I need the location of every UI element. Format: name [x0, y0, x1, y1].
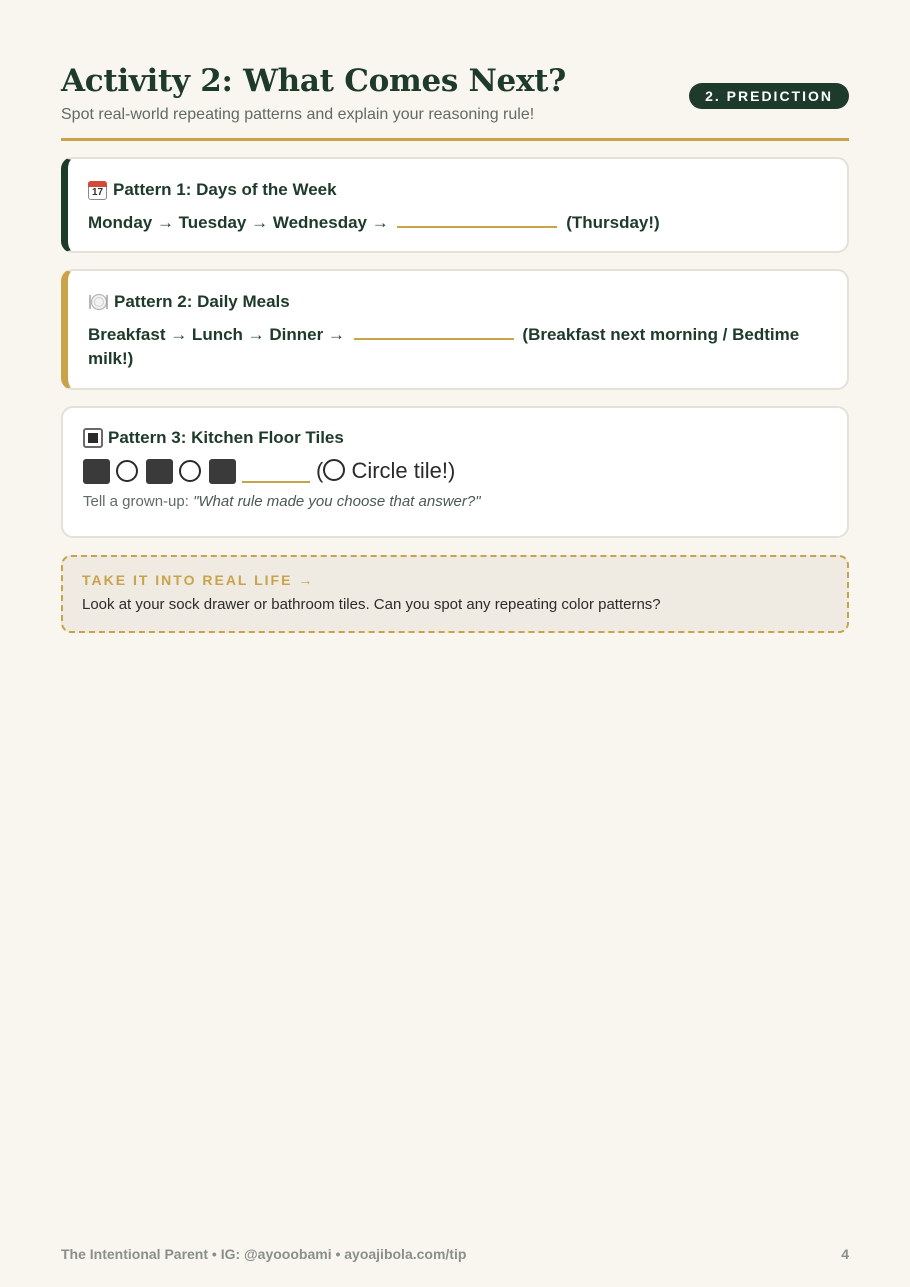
pattern-1-sequence: Monday → Tuesday → Wednesday →	[88, 213, 389, 232]
pattern-2-sequence-row	[88, 320, 827, 371]
prompt-question: "What rule made you choose that answer?"	[193, 493, 481, 510]
callout-body: Look at your sock drawer or bathroom tiles. Can you spot any repeating color patterns?	[82, 596, 661, 613]
pattern-1-answer: (Thursday!)	[566, 213, 660, 232]
real-life-callout	[61, 555, 849, 633]
circle-tile-icon	[323, 459, 345, 481]
pattern-3-tile-sequence	[83, 456, 827, 486]
pattern-card-tiles	[61, 406, 849, 538]
pattern-3-answer: ( Circle tile!)	[316, 458, 456, 483]
pattern-1-title-row	[88, 179, 827, 201]
square-tile-icon	[209, 459, 236, 484]
pattern-1-title: Pattern 1: Days of the Week	[113, 180, 337, 199]
pattern-2-answer: (Breakfast next morning / Bedtime milk!)	[88, 325, 800, 368]
section-badge: 2. PREDICTION	[689, 83, 849, 109]
callout-heading: TAKE IT INTO REAL LIFE →	[82, 572, 315, 588]
worksheet-page	[61, 0, 849, 613]
plate-icon	[88, 292, 108, 312]
calendar-icon: 17	[88, 181, 107, 200]
page-header	[61, 0, 849, 141]
footer-credits: The Intentional Parent • IG: @ayooobami • ayoajibola.com/tip	[61, 1246, 467, 1262]
circle-tile-icon	[116, 460, 138, 482]
pattern-3-answer-blank[interactable]	[242, 459, 310, 483]
prompt-label: Tell a grown-up:	[83, 493, 189, 510]
pattern-2-title-row	[88, 291, 827, 313]
pattern-1-answer-blank[interactable]	[397, 208, 557, 228]
pattern-3-title-row	[83, 427, 827, 449]
header-divider	[61, 138, 849, 141]
pattern-2-answer-blank[interactable]	[354, 320, 514, 340]
pattern-2-title: Pattern 2: Daily Meals	[114, 292, 290, 311]
page-title: Activity 2: What Comes Next?	[61, 63, 567, 99]
page-footer	[61, 1246, 849, 1262]
pattern-2-sequence: Breakfast → Lunch → Dinner →	[88, 325, 345, 344]
tile-icon	[83, 428, 103, 448]
pattern-3-prompt	[83, 492, 827, 512]
page-number: 4	[841, 1246, 849, 1262]
square-tile-icon	[83, 459, 110, 484]
square-tile-icon	[146, 459, 173, 484]
pattern-3-title: Pattern 3: Kitchen Floor Tiles	[108, 428, 344, 447]
circle-tile-icon	[179, 460, 201, 482]
pattern-1-sequence-row	[88, 208, 827, 235]
page-subtitle: Spot real-world repeating patterns and explain your reasoning rule!	[61, 106, 535, 123]
pattern-card-days	[61, 157, 849, 253]
pattern-card-meals	[61, 269, 849, 390]
